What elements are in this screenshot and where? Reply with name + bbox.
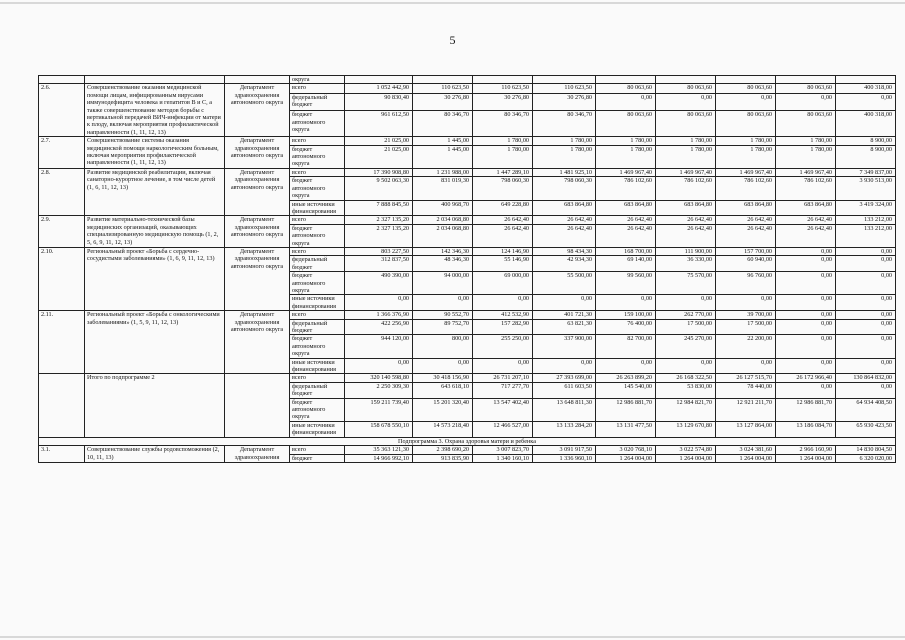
value-cell: 0,00 bbox=[473, 358, 533, 374]
value-cell: 159 100,00 bbox=[596, 311, 656, 319]
value-cell: 3 022 574,80 bbox=[656, 446, 716, 454]
value-cell bbox=[413, 76, 473, 84]
value-cell: 2 966 160,90 bbox=[776, 446, 836, 454]
value-cell: 26 127 515,70 bbox=[716, 374, 776, 382]
value-cell: 0,00 bbox=[836, 272, 896, 295]
funding-source-cell: бюджет автономного округа bbox=[290, 398, 345, 421]
value-cell: 0,00 bbox=[533, 295, 596, 311]
value-cell: 0,00 bbox=[836, 358, 896, 374]
value-cell: 26 642,40 bbox=[716, 216, 776, 224]
value-cell: 55 146,90 bbox=[473, 256, 533, 272]
value-cell: 0,00 bbox=[836, 319, 896, 335]
value-cell: 786 102,60 bbox=[596, 177, 656, 200]
value-cell: 798 060,30 bbox=[473, 177, 533, 200]
value-cell bbox=[716, 76, 776, 84]
value-cell: 0,00 bbox=[836, 295, 896, 311]
funding-source-cell: бюджет автономного округа bbox=[290, 145, 345, 168]
value-cell: 245 270,00 bbox=[656, 335, 716, 358]
table-row bbox=[39, 168, 896, 176]
value-cell: 2 327 135,20 bbox=[345, 224, 413, 247]
value-cell: 0,00 bbox=[836, 311, 896, 319]
value-cell: 1 469 967,40 bbox=[656, 168, 716, 176]
value-cell bbox=[836, 76, 896, 84]
table-row bbox=[39, 84, 896, 93]
table-row bbox=[39, 137, 896, 145]
top-scan-edge bbox=[0, 2, 905, 4]
value-cell: 142 346,30 bbox=[413, 247, 473, 255]
value-cell: 168 700,00 bbox=[596, 247, 656, 255]
value-cell: 0,00 bbox=[596, 295, 656, 311]
value-cell: 80 346,70 bbox=[473, 111, 533, 137]
value-cell bbox=[345, 76, 413, 84]
value-cell: 1 469 967,40 bbox=[596, 168, 656, 176]
value-cell: 1 445,00 bbox=[413, 137, 473, 145]
value-cell: 0,00 bbox=[836, 93, 896, 111]
row-number-cell bbox=[39, 374, 85, 437]
row-number-cell: 2.10. bbox=[39, 247, 85, 310]
value-cell: 13 186 084,70 bbox=[776, 421, 836, 437]
row-name-cell: Региональный проект «Борьба с сердечно-сосудистыми заболеваниями» (1, 6, 9, 11, 12, 13) bbox=[85, 247, 225, 310]
value-cell: 3 419 324,00 bbox=[836, 200, 896, 216]
row-name-cell bbox=[85, 76, 225, 84]
value-cell: 17 390 908,80 bbox=[345, 168, 413, 176]
funding-source-cell: бюджет автономного округа bbox=[290, 177, 345, 200]
value-cell: 312 837,50 bbox=[345, 256, 413, 272]
value-cell: 1 231 988,00 bbox=[413, 168, 473, 176]
value-cell: 13 127 864,00 bbox=[716, 421, 776, 437]
value-cell: 69 140,00 bbox=[596, 256, 656, 272]
value-cell: 2 327 135,20 bbox=[345, 216, 413, 224]
value-cell: 2 034 068,80 bbox=[413, 216, 473, 224]
value-cell: 96 760,00 bbox=[716, 272, 776, 295]
value-cell: 961 612,50 bbox=[345, 111, 413, 137]
value-cell: 1 336 960,10 bbox=[533, 454, 596, 462]
value-cell: 0,00 bbox=[345, 295, 413, 311]
value-cell: 13 648 811,30 bbox=[533, 398, 596, 421]
value-cell: 0,00 bbox=[776, 295, 836, 311]
value-cell: 110 623,50 bbox=[473, 84, 533, 93]
value-cell bbox=[473, 76, 533, 84]
value-cell: 12 921 211,70 bbox=[716, 398, 776, 421]
value-cell: 1 264 004,00 bbox=[776, 454, 836, 462]
value-cell: 26 642,40 bbox=[716, 224, 776, 247]
value-cell: 490 390,00 bbox=[345, 272, 413, 295]
value-cell: 0,00 bbox=[656, 295, 716, 311]
row-number-cell: 2.8. bbox=[39, 168, 85, 215]
value-cell: 683 864,80 bbox=[533, 200, 596, 216]
page-number: 5 bbox=[449, 33, 456, 47]
value-cell: 800,00 bbox=[413, 335, 473, 358]
value-cell: 798 060,30 bbox=[533, 177, 596, 200]
value-cell: 0,00 bbox=[836, 335, 896, 358]
value-cell: 3 930 513,00 bbox=[836, 177, 896, 200]
value-cell: 21 025,00 bbox=[345, 145, 413, 168]
value-cell: 80 346,70 bbox=[533, 111, 596, 137]
funding-source-cell: федеральный бюджет bbox=[290, 256, 345, 272]
funding-source-cell: федеральный бюджет bbox=[290, 93, 345, 111]
value-cell: 9 502 063,30 bbox=[345, 177, 413, 200]
value-cell: 786 102,60 bbox=[656, 177, 716, 200]
value-cell: 0,00 bbox=[836, 256, 896, 272]
row-name-cell: Совершенствование оказания медицинской помощи лицам, инфицированным вирусами иммунодефицита человека и гепатитов В и С, а также совершенствование методов борьбы с вертикальной передачей ВИЧ-инфекции от матери к плоду, включая мероприятия профилактической направленности (1, 11, 12, 13) bbox=[85, 84, 225, 137]
row-number-cell: 2.7. bbox=[39, 137, 85, 169]
value-cell: 13 131 477,50 bbox=[596, 421, 656, 437]
value-cell: 0,00 bbox=[776, 358, 836, 374]
value-cell: 110 623,50 bbox=[413, 84, 473, 93]
value-cell: 0,00 bbox=[413, 358, 473, 374]
row-executor-cell: Департамент здравоохранения bbox=[225, 446, 290, 463]
budget-table bbox=[38, 75, 896, 463]
value-cell: 611 603,50 bbox=[533, 382, 596, 398]
funding-source-cell: бюджет bbox=[290, 454, 345, 462]
value-cell: 2 398 690,20 bbox=[413, 446, 473, 454]
value-cell: 1 780,00 bbox=[473, 137, 533, 145]
value-cell: 786 102,60 bbox=[776, 177, 836, 200]
value-cell: 0,00 bbox=[836, 382, 896, 398]
value-cell: 649 228,80 bbox=[473, 200, 533, 216]
value-cell: 1 340 160,10 bbox=[473, 454, 533, 462]
funding-source-cell: бюджет автономного округа bbox=[290, 335, 345, 358]
value-cell: 63 821,30 bbox=[533, 319, 596, 335]
value-cell: 157 282,90 bbox=[473, 319, 533, 335]
value-cell: 26 642,40 bbox=[533, 224, 596, 247]
value-cell: 60 940,00 bbox=[716, 256, 776, 272]
value-cell: 7 349 837,00 bbox=[836, 168, 896, 176]
value-cell: 3 007 823,70 bbox=[473, 446, 533, 454]
value-cell bbox=[656, 76, 716, 84]
value-cell: 1 780,00 bbox=[533, 137, 596, 145]
value-cell: 8 900,00 bbox=[836, 145, 896, 168]
row-name-cell: Развитие медицинской реабилитации, включая санаторно-курортное лечение, в том числе детей (1, 6, 11, 12, 13) bbox=[85, 168, 225, 215]
value-cell: 94 000,00 bbox=[413, 272, 473, 295]
value-cell: 1 780,00 bbox=[776, 137, 836, 145]
value-cell: 1 366 376,90 bbox=[345, 311, 413, 319]
value-cell: 1 469 967,40 bbox=[716, 168, 776, 176]
value-cell: 683 864,80 bbox=[656, 200, 716, 216]
value-cell: 13 133 284,20 bbox=[533, 421, 596, 437]
value-cell: 683 864,80 bbox=[596, 200, 656, 216]
value-cell: 157 700,00 bbox=[716, 247, 776, 255]
subprogram-title: Подпрограмма 3. Охрана здоровья матери и ребенка bbox=[39, 437, 896, 445]
value-cell: 0,00 bbox=[413, 295, 473, 311]
funding-source-cell: всего bbox=[290, 374, 345, 382]
value-cell: 8 900,00 bbox=[836, 137, 896, 145]
row-name-cell: Итого по подпрограмме 2 bbox=[85, 374, 225, 437]
value-cell: 80 346,70 bbox=[413, 111, 473, 137]
funding-source-cell: федеральный бюджет bbox=[290, 382, 345, 398]
value-cell: 26 642,40 bbox=[473, 224, 533, 247]
value-cell: 2 250 309,30 bbox=[345, 382, 413, 398]
value-cell: 0,00 bbox=[656, 93, 716, 111]
value-cell: 90 552,70 bbox=[413, 311, 473, 319]
value-cell: 0,00 bbox=[776, 311, 836, 319]
value-cell: 0,00 bbox=[656, 358, 716, 374]
value-cell: 1 052 442,90 bbox=[345, 84, 413, 93]
value-cell: 64 934 408,50 bbox=[836, 398, 896, 421]
value-cell: 422 256,90 bbox=[345, 319, 413, 335]
funding-source-cell: иные источники финансирования bbox=[290, 200, 345, 216]
value-cell: 255 250,00 bbox=[473, 335, 533, 358]
row-number-cell: 3.1. bbox=[39, 446, 85, 463]
row-executor-cell: Департамент здравоохранения автономного округа bbox=[225, 168, 290, 215]
row-executor-cell: Департамент здравоохранения автономного округа bbox=[225, 137, 290, 169]
value-cell: 0,00 bbox=[776, 272, 836, 295]
value-cell: 1 264 004,00 bbox=[656, 454, 716, 462]
value-cell: 0,00 bbox=[776, 319, 836, 335]
value-cell: 89 752,70 bbox=[413, 319, 473, 335]
value-cell: 913 835,90 bbox=[413, 454, 473, 462]
value-cell: 683 864,80 bbox=[716, 200, 776, 216]
value-cell: 65 930 423,50 bbox=[836, 421, 896, 437]
value-cell: 14 830 804,50 bbox=[836, 446, 896, 454]
value-cell: 262 770,00 bbox=[656, 311, 716, 319]
value-cell: 133 212,00 bbox=[836, 216, 896, 224]
value-cell: 80 063,60 bbox=[716, 111, 776, 137]
funding-source-cell: округа bbox=[290, 76, 345, 84]
value-cell: 26 168 322,50 bbox=[656, 374, 716, 382]
value-cell: 0,00 bbox=[776, 335, 836, 358]
value-cell: 320 140 598,80 bbox=[345, 374, 413, 382]
value-cell: 22 200,00 bbox=[716, 335, 776, 358]
value-cell: 401 721,30 bbox=[533, 311, 596, 319]
value-cell: 803 227,50 bbox=[345, 247, 413, 255]
value-cell: 0,00 bbox=[533, 358, 596, 374]
value-cell: 75 570,00 bbox=[656, 272, 716, 295]
funding-source-cell: иные источники финансирования bbox=[290, 358, 345, 374]
row-executor-cell: Департамент здравоохранения автономного округа bbox=[225, 311, 290, 374]
value-cell: 831 019,30 bbox=[413, 177, 473, 200]
value-cell: 158 678 550,10 bbox=[345, 421, 413, 437]
funding-source-cell: иные источники финансирования bbox=[290, 295, 345, 311]
row-name-cell: Совершенствование службы родовспоможения (2, 10, 11, 13) bbox=[85, 446, 225, 463]
value-cell: 80 063,60 bbox=[656, 84, 716, 93]
row-number-cell: 2.9. bbox=[39, 216, 85, 248]
value-cell: 21 025,00 bbox=[345, 137, 413, 145]
value-cell: 133 212,00 bbox=[836, 224, 896, 247]
value-cell: 26 642,40 bbox=[596, 216, 656, 224]
row-name-cell: Совершенствование системы оказания медицинской помощи наркологическим больным, включая мероприятия профилактической направленности (1, 11, 12, 13) bbox=[85, 137, 225, 169]
value-cell: 1 780,00 bbox=[716, 145, 776, 168]
value-cell: 14 966 992,10 bbox=[345, 454, 413, 462]
value-cell bbox=[533, 76, 596, 84]
value-cell: 1 780,00 bbox=[656, 137, 716, 145]
value-cell: 0,00 bbox=[716, 93, 776, 111]
value-cell: 80 063,60 bbox=[656, 111, 716, 137]
value-cell: 1 780,00 bbox=[533, 145, 596, 168]
bottom-scan-edge bbox=[0, 636, 905, 638]
value-cell bbox=[596, 76, 656, 84]
value-cell: 0,00 bbox=[836, 247, 896, 255]
value-cell: 15 201 320,40 bbox=[413, 398, 473, 421]
value-cell: 98 434,30 bbox=[533, 247, 596, 255]
value-cell: 0,00 bbox=[596, 93, 656, 111]
value-cell: 82 700,00 bbox=[596, 335, 656, 358]
value-cell: 17 500,00 bbox=[716, 319, 776, 335]
value-cell: 3 091 917,50 bbox=[533, 446, 596, 454]
value-cell: 26 642,40 bbox=[776, 224, 836, 247]
value-cell: 99 560,00 bbox=[596, 272, 656, 295]
value-cell: 69 000,00 bbox=[473, 272, 533, 295]
value-cell: 717 277,70 bbox=[473, 382, 533, 398]
value-cell: 145 540,00 bbox=[596, 382, 656, 398]
value-cell: 80 063,60 bbox=[596, 111, 656, 137]
value-cell bbox=[776, 76, 836, 84]
value-cell: 124 146,90 bbox=[473, 247, 533, 255]
value-cell: 3 024 381,60 bbox=[716, 446, 776, 454]
value-cell: 55 500,00 bbox=[533, 272, 596, 295]
value-cell: 26 731 207,10 bbox=[473, 374, 533, 382]
funding-source-cell: бюджет автономного округа bbox=[290, 111, 345, 137]
value-cell: 13 547 402,40 bbox=[473, 398, 533, 421]
row-number-cell: 2.11. bbox=[39, 311, 85, 374]
value-cell: 400 318,00 bbox=[836, 84, 896, 93]
table-row bbox=[39, 374, 896, 382]
value-cell: 3 020 768,10 bbox=[596, 446, 656, 454]
value-cell: 0,00 bbox=[716, 358, 776, 374]
value-cell: 0,00 bbox=[776, 382, 836, 398]
value-cell: 80 063,60 bbox=[776, 111, 836, 137]
value-cell: 13 129 670,80 bbox=[656, 421, 716, 437]
value-cell: 26 642,40 bbox=[596, 224, 656, 247]
table-row bbox=[39, 311, 896, 319]
value-cell: 30 276,80 bbox=[473, 93, 533, 111]
value-cell: 27 393 699,00 bbox=[533, 374, 596, 382]
funding-source-cell: всего bbox=[290, 446, 345, 454]
value-cell: 1 469 967,40 bbox=[776, 168, 836, 176]
value-cell: 1 264 004,00 bbox=[716, 454, 776, 462]
value-cell: 944 120,00 bbox=[345, 335, 413, 358]
value-cell: 12 984 821,70 bbox=[656, 398, 716, 421]
row-name-cell: Региональный проект «Борьба с онкологическими заболеваниями» (1, 5, 9, 11, 12, 13) bbox=[85, 311, 225, 374]
row-number-cell bbox=[39, 76, 85, 84]
funding-source-cell: всего bbox=[290, 168, 345, 176]
value-cell: 1 780,00 bbox=[776, 145, 836, 168]
value-cell: 1 447 289,10 bbox=[473, 168, 533, 176]
value-cell: 12 986 881,70 bbox=[776, 398, 836, 421]
value-cell: 1 780,00 bbox=[596, 145, 656, 168]
value-cell: 48 346,30 bbox=[413, 256, 473, 272]
subprogram-header-row bbox=[39, 437, 896, 445]
table-row bbox=[39, 216, 896, 224]
value-cell: 30 276,80 bbox=[413, 93, 473, 111]
value-cell: 12 466 527,00 bbox=[473, 421, 533, 437]
value-cell: 0,00 bbox=[596, 358, 656, 374]
value-cell: 1 780,00 bbox=[596, 137, 656, 145]
value-cell: 400 968,70 bbox=[413, 200, 473, 216]
funding-source-cell: иные источники финансирования bbox=[290, 421, 345, 437]
continuation-row bbox=[39, 76, 896, 84]
value-cell: 0,00 bbox=[345, 358, 413, 374]
value-cell: 2 034 068,80 bbox=[413, 224, 473, 247]
funding-source-cell: всего bbox=[290, 84, 345, 93]
value-cell: 412 532,90 bbox=[473, 311, 533, 319]
row-number-cell: 2.6. bbox=[39, 84, 85, 137]
value-cell: 35 363 121,30 bbox=[345, 446, 413, 454]
value-cell: 1 264 004,00 bbox=[596, 454, 656, 462]
value-cell: 12 986 881,70 bbox=[596, 398, 656, 421]
value-cell: 0,00 bbox=[716, 295, 776, 311]
funding-source-cell: всего bbox=[290, 137, 345, 145]
value-cell: 337 900,00 bbox=[533, 335, 596, 358]
value-cell: 159 211 739,40 bbox=[345, 398, 413, 421]
value-cell: 400 318,00 bbox=[836, 111, 896, 137]
value-cell: 0,00 bbox=[776, 93, 836, 111]
value-cell: 0,00 bbox=[776, 247, 836, 255]
value-cell: 26 642,40 bbox=[533, 216, 596, 224]
row-executor-cell bbox=[225, 76, 290, 84]
funding-source-cell: всего bbox=[290, 216, 345, 224]
value-cell: 39 700,00 bbox=[716, 311, 776, 319]
funding-source-cell: всего bbox=[290, 247, 345, 255]
value-cell: 130 864 832,00 bbox=[836, 374, 896, 382]
value-cell: 53 830,00 bbox=[656, 382, 716, 398]
row-executor-cell bbox=[225, 374, 290, 437]
value-cell: 26 642,40 bbox=[776, 216, 836, 224]
value-cell: 17 500,00 bbox=[656, 319, 716, 335]
value-cell: 80 063,60 bbox=[776, 84, 836, 93]
value-cell: 26 642,40 bbox=[473, 216, 533, 224]
value-cell: 683 864,80 bbox=[776, 200, 836, 216]
value-cell: 26 263 899,20 bbox=[596, 374, 656, 382]
row-executor-cell: Департамент здравоохранения автономного округа bbox=[225, 247, 290, 310]
value-cell: 30 276,80 bbox=[533, 93, 596, 111]
value-cell: 0,00 bbox=[473, 295, 533, 311]
table-row bbox=[39, 247, 896, 255]
value-cell: 80 063,60 bbox=[596, 84, 656, 93]
funding-source-cell: федеральный бюджет bbox=[290, 319, 345, 335]
value-cell: 14 573 218,40 bbox=[413, 421, 473, 437]
value-cell: 1 780,00 bbox=[656, 145, 716, 168]
value-cell: 26 642,40 bbox=[656, 216, 716, 224]
value-cell: 1 780,00 bbox=[716, 137, 776, 145]
value-cell: 26 642,40 bbox=[656, 224, 716, 247]
value-cell: 786 102,60 bbox=[716, 177, 776, 200]
value-cell: 76 400,00 bbox=[596, 319, 656, 335]
value-cell: 80 063,60 bbox=[716, 84, 776, 93]
value-cell: 90 830,40 bbox=[345, 93, 413, 111]
value-cell: 0,00 bbox=[776, 256, 836, 272]
row-name-cell: Развитие материально-технической базы медицинских организаций, оказывающих специализированную медицинскую помощь (1, 2, 5, 6, 9, 11, 12, 13) bbox=[85, 216, 225, 248]
table-row bbox=[39, 446, 896, 454]
value-cell: 111 900,00 bbox=[656, 247, 716, 255]
value-cell: 42 934,30 bbox=[533, 256, 596, 272]
row-executor-cell: Департамент здравоохранения автономного округа bbox=[225, 84, 290, 137]
value-cell: 7 888 845,50 bbox=[345, 200, 413, 216]
value-cell: 30 418 156,90 bbox=[413, 374, 473, 382]
value-cell: 1 780,00 bbox=[473, 145, 533, 168]
value-cell: 36 330,00 bbox=[656, 256, 716, 272]
funding-source-cell: всего bbox=[290, 311, 345, 319]
funding-source-cell: бюджет автономного округа bbox=[290, 224, 345, 247]
value-cell: 1 445,00 bbox=[413, 145, 473, 168]
value-cell: 26 172 966,40 bbox=[776, 374, 836, 382]
row-executor-cell: Департамент здравоохранения автономного округа bbox=[225, 216, 290, 248]
funding-source-cell: бюджет автономного округа bbox=[290, 272, 345, 295]
value-cell: 110 623,50 bbox=[533, 84, 596, 93]
value-cell: 6 320 020,00 bbox=[836, 454, 896, 462]
value-cell: 78 440,00 bbox=[716, 382, 776, 398]
value-cell: 643 618,10 bbox=[413, 382, 473, 398]
value-cell: 1 481 925,10 bbox=[533, 168, 596, 176]
